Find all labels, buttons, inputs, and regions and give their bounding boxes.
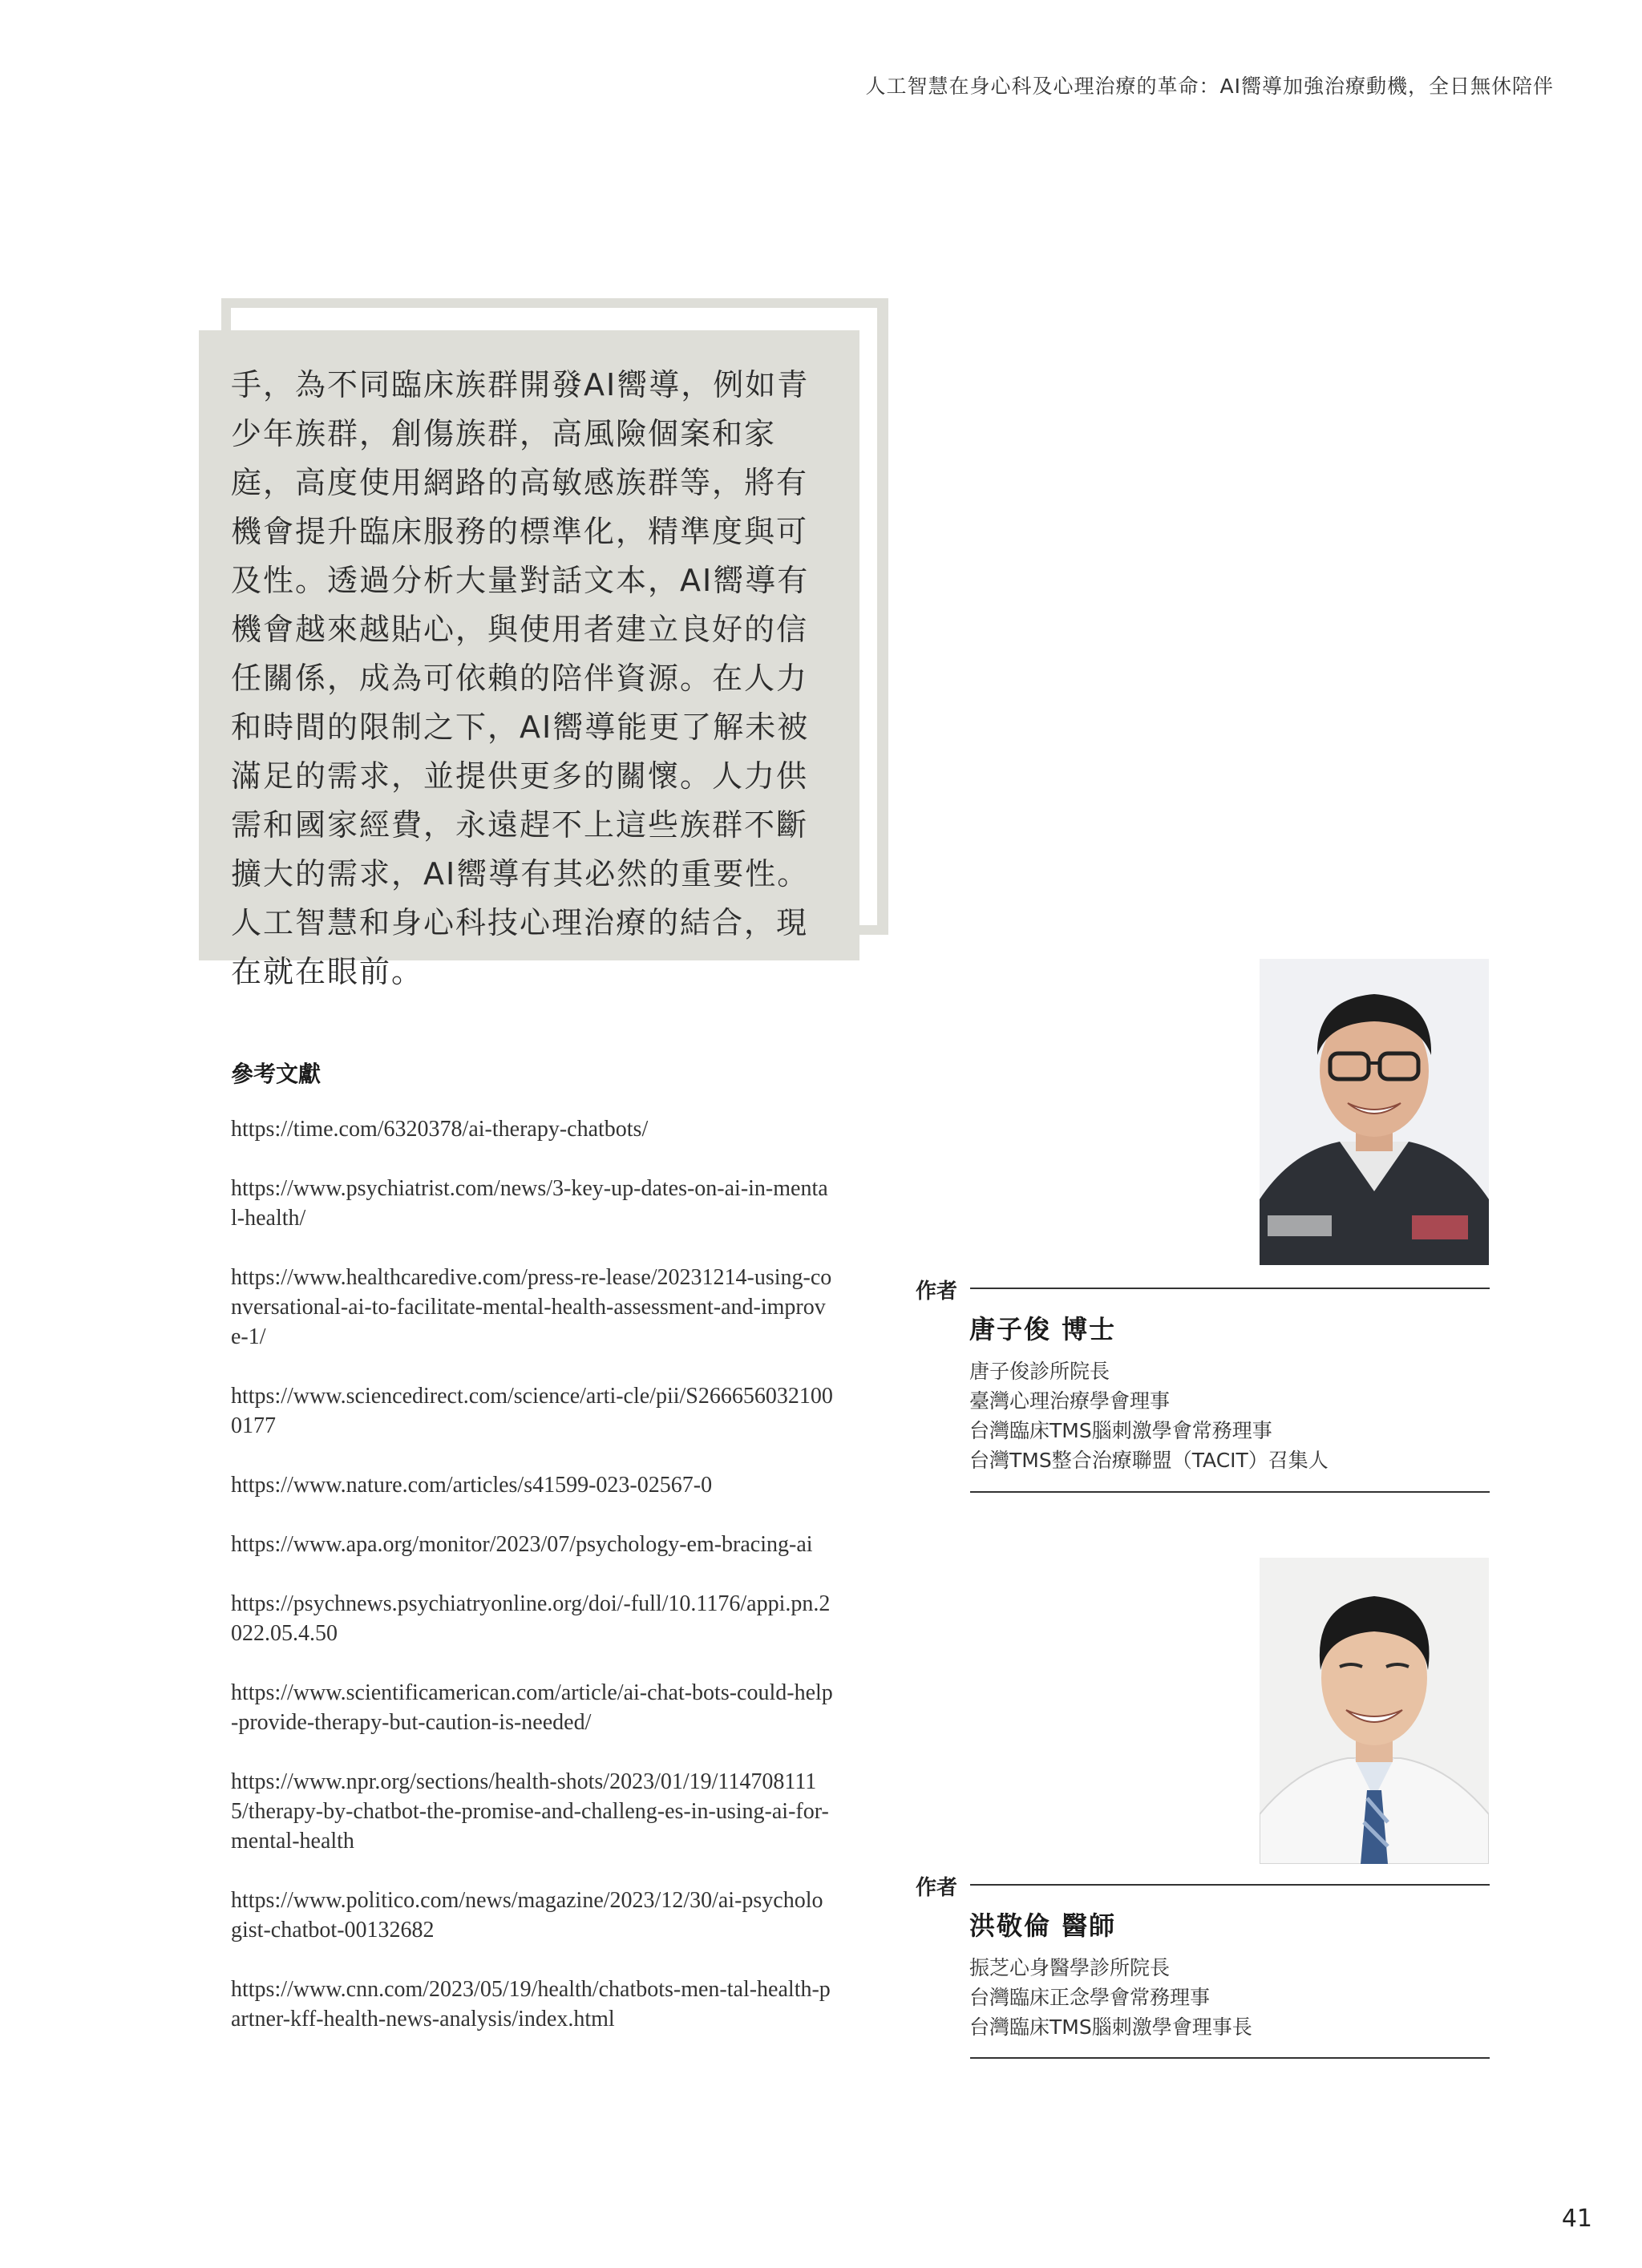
author-portrait-2 [1260,1558,1489,1864]
author-rule-bottom-1 [970,1491,1490,1493]
author-portrait-1 [1260,959,1489,1265]
author-title: 台灣臨床TMS腦刺激學會常務理事 [969,1419,1272,1442]
reference-item[interactable]: https://psychnews.psychiatryonline.org/doi/-full/10.1176/appi.pn.2022.05.4.50 [231,1591,831,1646]
reference-item[interactable]: https://www.politico.com/news/magazine/2023/12/30/ai-psychologist-chatbot-00132682 [231,1888,823,1943]
author-title: 台灣TMS整合治療聯盟（TACIT）召集人 [969,1449,1329,1472]
author-name-2: 洪敬倫 醫師 [969,1910,1117,1941]
author-title: 台灣臨床正念學會常務理事 [969,1986,1211,2009]
author-rule-top-1 [970,1288,1490,1289]
reference-item[interactable]: https://www.scientificamerican.com/article/ai-chat-bots-could-help-provide-therapy-but-caution-is-needed/ [231,1680,833,1735]
reference-item[interactable]: https://www.apa.org/monitor/2023/07/psychology-em-bracing-ai [231,1532,813,1557]
author-label-2: 作者 [916,1876,958,1900]
reference-item[interactable]: https://www.cnn.com/2023/05/19/health/chatbots-men-tal-health-partner-kff-health-news-analysis/index.html [231,1977,831,2031]
reference-item[interactable]: https://www.nature.com/articles/s41599-023-02567-0 [231,1473,713,1498]
author-titles-2 [969,1953,1252,2042]
references-section [231,1057,834,2064]
quote-box [199,330,859,989]
author-name-1: 唐子俊 博士 [969,1314,1117,1344]
reference-item[interactable]: https://www.npr.org/sections/health-shots/2023/01/19/1147081115/therapy-by-chatbot-the-promise-and-challeng-es-in-using-ai-for-mental-health [231,1769,829,1854]
author-title: 台灣臨床TMS腦刺激學會理事長 [969,2015,1252,2039]
author-title: 振芝心身醫學診所院長 [969,1956,1171,1979]
author-title: 臺灣心理治療學會理事 [969,1389,1171,1413]
reference-item[interactable]: https://www.sciencedirect.com/science/arti-cle/pii/S2666560321000177 [231,1384,833,1438]
author-label-1: 作者 [916,1280,958,1304]
author-rule-top-2 [970,1884,1490,1886]
page-number: 41 [1561,2205,1592,2233]
author-rule-bottom-2 [970,2057,1490,2059]
author-photo-1 [1260,959,1489,1265]
reference-item[interactable]: https://www.healthcaredive.com/press-re-lease/20231214-using-conversational-ai-to-facilitate-mental-health-assessment-and-improve-1/ [231,1265,832,1349]
quote-text: 手，為不同臨床族群開發AI嚮導，例如青少年族群，創傷族群，高風險個案和家庭，高度使用網路的高敏感族群等，將有機會提升臨床服務的標準化，精準度與可及性。透過分析大量對話文本，AI嚮導有機會越來越貼心，與使用者建立良好的信任關係，成為可依賴的陪伴資源。在人力和時間的限制之下，AI嚮導能更了解未被滿足的需求，並提供更多的關懷。人力供需和國家經費，永遠趕不上這些族群不斷擴大的需求，AI嚮導有其必然的重要性。人工智慧和身心科技心理治療的結合，現在就在眼前。 [231,367,810,989]
reference-item[interactable]: https://www.psychiatrist.com/news/3-key-up-dates-on-ai-in-mental-health/ [231,1176,828,1231]
references-title: 參考文獻 [231,1061,322,1087]
author-photo-2 [1260,1558,1489,1864]
author-title: 唐子俊診所院長 [969,1360,1110,1383]
author-titles-1 [969,1356,1329,1475]
running-header: 人工智慧在身心科及心理治療的革命：AI嚮導加強治療動機，全日無休陪伴 [865,75,1554,98]
reference-item[interactable]: https://time.com/6320378/ai-therapy-chatbots/ [231,1117,649,1142]
